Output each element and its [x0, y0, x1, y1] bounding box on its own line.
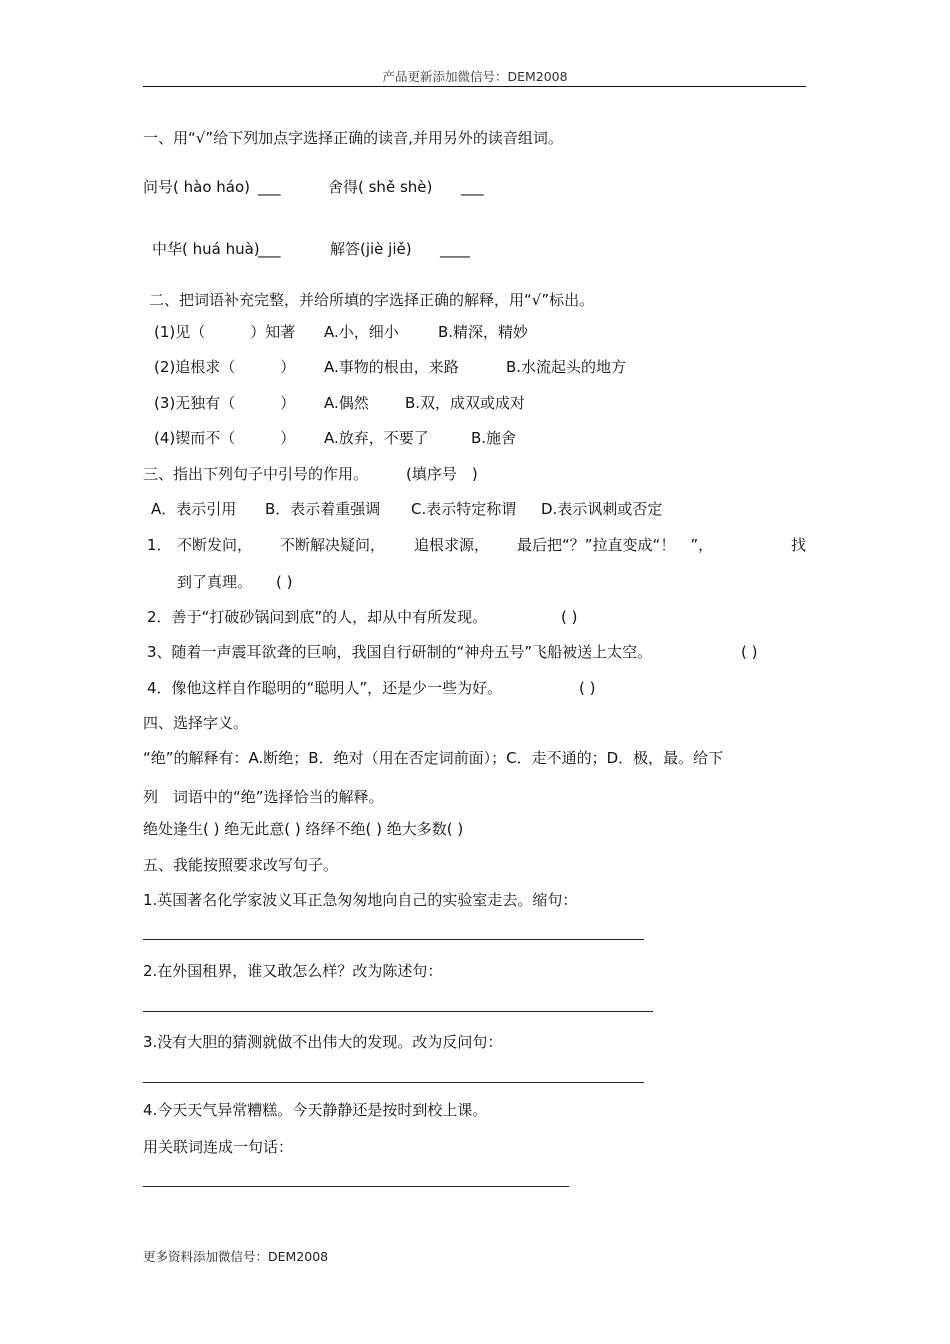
section1-title: 一、用“√”给下列加点字选择正确的读音,并用另外的读音组词。 — [143, 129, 563, 147]
s3-option-b: B．表示着重强调 — [265, 500, 381, 518]
s4-words[interactable]: 绝处逢生( ) 绝无此意( ) 络绎不绝( ) 绝大多数( ) — [143, 820, 464, 838]
s1-item-2: 舍得( shě shè) — [328, 178, 433, 196]
s3-q3: 3、随着一声震耳欲聋的巨响，我国自行研制的“神舟五号”飞船被送上太空。 — [147, 643, 653, 661]
s3-q4-answer[interactable]: ( ) — [579, 679, 596, 697]
s3-q1-part2: 不断解决疑问， — [280, 536, 386, 554]
section3-hint: (填序号 ) — [406, 465, 478, 483]
s5-q2-answer-line[interactable] — [143, 1011, 653, 1012]
section3-title: 三、指出下列句子中引号的作用。 — [143, 465, 369, 483]
s5-q3-answer-line[interactable] — [143, 1082, 644, 1083]
s5-q1: 1.英国著名化学家波义耳正急匆匆地向自己的实验室走去。缩句： — [143, 891, 578, 909]
s3-q1-part1: 不断发问， — [177, 536, 253, 554]
s2-q4: (4)锲而不（ ） — [154, 429, 296, 447]
s3-option-a: A．表示引用 — [151, 500, 237, 518]
s2-q3-b[interactable]: B.双，成双或成对 — [405, 394, 526, 412]
page-header: 产品更新添加微信号：DEM2008 — [382, 69, 568, 84]
s3-q3-answer[interactable]: ( ) — [741, 643, 758, 661]
s5-q4-answer-line[interactable] — [143, 1186, 569, 1187]
s1-blank-1[interactable]: ___ — [258, 178, 281, 196]
s2-q1: (1)见（ ）知著 — [154, 323, 296, 341]
s3-option-d: D.表示讽刺或否定 — [541, 500, 663, 518]
s3-q1-part3: 追根求源， — [414, 536, 490, 554]
s2-q4-a[interactable]: A.放弃，不要了 — [324, 429, 429, 447]
s2-q2-b[interactable]: B.水流起头的地方 — [506, 358, 627, 376]
s5-q2: 2.在外国租界，谁又敢怎么样？改为陈述句： — [143, 962, 443, 980]
s3-option-c: C.表示特定称谓 — [411, 500, 517, 518]
s1-item-1: 问号( hào háo) — [143, 178, 250, 196]
s3-q1-part5: 找 — [791, 536, 807, 554]
s3-q4: 4．像他这样自作聪明的“聪明人”，还是少一些为好。 — [147, 679, 503, 697]
s2-q2-a[interactable]: A.事物的根由，来路 — [324, 358, 459, 376]
s3-q1-cont: 到了真理。 — [177, 573, 253, 591]
s1-blank-2[interactable]: ___ — [461, 178, 484, 196]
s1-blank-3[interactable]: ___ — [258, 240, 281, 258]
s4-definitions: “绝”的解释有：A.断绝；B．绝对（用在否定词前面）；C．走不通的；D．极，最。给下 — [143, 749, 724, 767]
s1-item-4: 解答(jiè jiě) — [330, 240, 412, 258]
section2-title: 二、把词语补充完整，并给所填的字选择正确的解释，用“√”标出。 — [149, 291, 595, 309]
s3-q1-num: 1． — [147, 536, 172, 554]
page-footer: 更多资料添加微信号：DEM2008 — [143, 1249, 329, 1264]
section4-title: 四、选择字义。 — [143, 714, 249, 732]
s3-q1-part4: 最后把“？”拉直变成“！ ”， — [517, 536, 714, 554]
s3-q1-answer[interactable]: ( ) — [276, 573, 293, 591]
s1-blank-4[interactable]: ____ — [440, 240, 470, 258]
s2-q4-b[interactable]: B.施舍 — [471, 429, 517, 447]
s3-q2: 2．善于“打破砂锅问到底”的人，却从中有所发现。 — [147, 608, 488, 626]
s5-q3: 3.没有大胆的猜测就做不出伟大的发现。改为反问句： — [143, 1033, 503, 1051]
s2-q3-a[interactable]: A.偶然 — [324, 394, 369, 412]
s5-q1-answer-line[interactable] — [143, 939, 644, 940]
s2-q2: (2)追根求（ ） — [154, 358, 296, 376]
s5-q4-instruction: 用关联词连成一句话： — [143, 1138, 294, 1156]
s2-q1-b[interactable]: B.精深，精妙 — [438, 323, 529, 341]
header-rule — [143, 86, 806, 87]
s3-q2-answer[interactable]: ( ) — [561, 608, 578, 626]
section5-title: 五、我能按照要求改写句子。 — [143, 856, 339, 874]
s2-q3: (3)无独有（ ） — [154, 394, 296, 412]
s2-q1-a[interactable]: A.小，细小 — [324, 323, 399, 341]
s1-item-3: 中华( huá huà) — [152, 240, 260, 258]
s4-instruction: 列 词语中的“绝”选择恰当的解释。 — [143, 788, 384, 806]
s5-q4: 4.今天天气异常糟糕。今天静静还是按时到校上课。 — [143, 1101, 488, 1119]
